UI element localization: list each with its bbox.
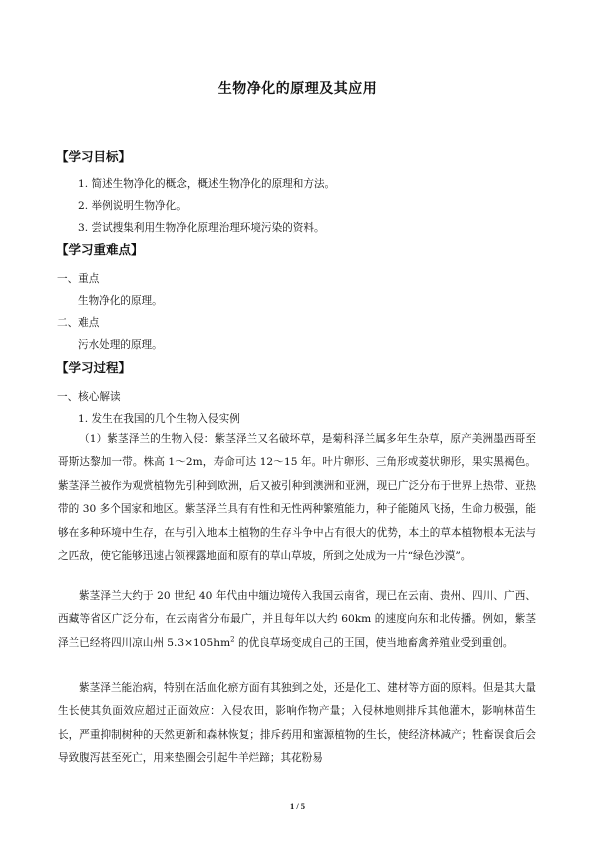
paragraph-2-superscript: 2 — [230, 635, 235, 644]
goal-item-2: 2. 举例说明生物净化。 — [78, 200, 187, 212]
difficulty-label: 二、难点 — [57, 317, 100, 329]
section-heading-key: 【学习重难点】 — [56, 242, 144, 257]
sub-label: 1. 发生在我国的几个生物入侵实例 — [78, 413, 240, 425]
section-heading-process: 【学习过程】 — [56, 360, 132, 375]
paragraph-2-text-end: 的优良草场变成自己的王国，使当地畜禽养殖业受到重创。 — [234, 636, 514, 649]
difficulty-text: 污水处理的原理。 — [78, 339, 163, 351]
core-label: 一、核心解读 — [57, 391, 121, 403]
section-heading-goals: 【学习目标】 — [56, 149, 132, 164]
paragraph-1: （1）紫茎泽兰的生物入侵：紫茎泽兰又名破坏草，是菊科泽兰属多年生杂草，原产美洲墨西哥至哥斯达黎加一带。株高 1～2m，寿命可达 12～15 年。叶片卵形、三角形或菱状卵形，果实黑褐色。紫茎泽兰被作为观赏植物先引种到欧洲，后又被引种到澳洲和亚洲，现已广泛分布于世界上热带、亚热带的 30 多个国家和地区。紫茎泽兰具有有性和无性两种繁殖能力，种子能随风飞扬，生命力极强，能够在多种环境中生存，在与引入地本土植物的生存斗争中占有很大的优势，本土的草本植物根本无法与之匹敌，使它能够迅速占领裸露地面和原有的草山草坡，所到之处成为一片“绿色沙漠”。 — [58, 433, 536, 563]
document-title: 生物净化的原理及其应用 — [217, 81, 378, 97]
focus-label: 一、重点 — [57, 273, 100, 285]
goal-item-1: 1. 简述生物净化的概念，概述生物净化的原理和方法。 — [78, 178, 336, 190]
goal-item-3: 3. 尝试搜集利用生物净化原理治理环境污染的资料。 — [78, 222, 325, 234]
paragraph-2-text: 紫茎泽兰大约于 20 世纪 40 年代由中缅边境传入我国云南省，现已在云南、贵州、四川、广西、西藏等省区广泛分布，在云南省分布最广，并且每年以大约 60km 的速度向东和北传播。例如，紫茎泽兰已经将四川凉山州 5.3×105hm — [58, 590, 536, 649]
page-number: 1 / 5 — [289, 801, 306, 811]
focus-text: 生物净化的原理。 — [78, 295, 163, 307]
paragraph-3: 紫茎泽兰能治病，特别在活血化瘀方面有其独到之处，还是化工、建材等方面的原料。但是其大量生长使其负面效应超过正面效应：入侵农田，影响作物产量；入侵林地则排斥其他灌木，影响林苗生长，严重抑制树种的天然更新和森林恢复；排斥药用和蜜源植物的生长，使经济林减产；牲畜误食后会导致腹泻甚至死亡，用来垫圈会引起牛羊烂蹄；其花粉易 — [58, 682, 536, 765]
paragraph-2 — [58, 585, 536, 655]
